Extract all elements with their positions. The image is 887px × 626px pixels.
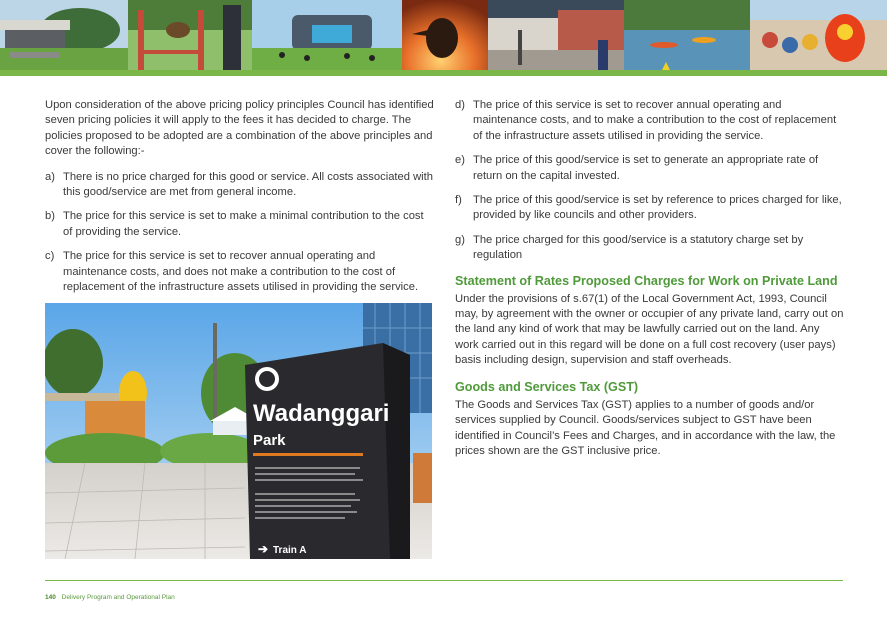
- banner-photo-building: [0, 0, 128, 76]
- photo-banner: [0, 0, 887, 76]
- sign-orange-stripe: [253, 453, 363, 456]
- list-marker: b): [45, 210, 55, 223]
- pricing-policy-list-left: [45, 170, 435, 296]
- list-marker: g): [455, 233, 465, 246]
- list-item-text: The price charged for this good/service is a statutory charge set by regulation: [473, 233, 804, 262]
- sign-subtitle: Park: [253, 432, 286, 449]
- private-works-heading: Statement of Rates Proposed Charges for Work on Private Land: [455, 273, 838, 288]
- list-item-text: The price for this service is set to make a minimal contribution to the cost of providing the service.: [63, 210, 424, 238]
- list-marker: d): [455, 99, 465, 111]
- list-item-text: The price for this service is set to recover annual operating and maintenance costs, and does not make a contribution to the cost of replacement of the infrastructure assets utilised in providing the service.: [63, 250, 419, 294]
- banner-photo-dog-agility: [128, 0, 252, 76]
- gst-heading: Goods and Services Tax (GST): [455, 379, 639, 394]
- list-item: [455, 233, 845, 264]
- banner-accent-strip: [0, 70, 887, 76]
- sign-arrow-text: Train A: [273, 545, 307, 556]
- list-marker: f): [455, 194, 462, 207]
- park-sign-photo: [45, 303, 432, 559]
- list-marker: e): [455, 154, 465, 167]
- list-item-text: The price of this good/service is set to generate an appropriate rate of return on the capital invested.: [473, 154, 819, 182]
- gst-body: The Goods and Services Tax (GST) applies to a number of goods and/or services supplied by Council. Goods/services subject to GST have been identified in Council’s Fees and Charges, and in accordance with the law, the prices shown are the GST inclusive price.: [455, 398, 836, 457]
- banner-photo-kookaburra: [402, 0, 488, 76]
- banner-photo-kayaking: [624, 0, 750, 76]
- sign-title: Wadanggari: [253, 400, 390, 427]
- list-item: [455, 153, 845, 184]
- intro-paragraph: Upon consideration of the above pricing policy principles Council has identified seven pricing policies it will apply to the fees it has decided to charge. The policies proposed to be adopted are a combination of the above principles and cover the following:-: [45, 99, 434, 158]
- pricing-policy-list-right: [455, 98, 845, 264]
- list-marker: a): [45, 170, 55, 183]
- private-works-body: Under the provisions of s.67(1) of the Local Government Act, 1993, Council may, by agreement with the owner or occupier of any private land, carry out on the land any kind of work that may be lawfully carried out on the land. Any work carried out in this regard will be done on a full cost recovery (user pays) basis including design, supervision and staff overheads.: [455, 292, 844, 367]
- right-column: [455, 98, 845, 469]
- document-title: Delivery Program and Operational Plan: [61, 594, 175, 601]
- list-item-text: There is no price charged for this good or service. All costs associated with this good/service are met from general income.: [63, 170, 433, 199]
- list-item: [45, 209, 435, 240]
- list-item-text: The price of this good/service is set by reference to prices charged for like, provided by like councils and other providers.: [473, 194, 842, 222]
- page-number: 140: [45, 594, 56, 601]
- list-marker: c): [45, 250, 55, 263]
- list-item: [455, 98, 845, 144]
- page-footer: [45, 594, 175, 601]
- sign-arrow-icon: ➔: [258, 542, 269, 556]
- banner-photo-festival: [750, 0, 887, 76]
- banner-photo-street: [488, 0, 624, 76]
- banner-photo-outdoor-event: [252, 0, 402, 76]
- list-item: [45, 249, 435, 295]
- footer-divider: [45, 580, 843, 581]
- list-item-text: The price of this service is set to recover annual operating and maintenance costs, and to make a contribution to the cost of replacement of the infrastructure assets utilised in providing the service.: [473, 99, 837, 142]
- list-item: [455, 193, 845, 224]
- left-column: [45, 98, 435, 304]
- list-item: [45, 170, 435, 201]
